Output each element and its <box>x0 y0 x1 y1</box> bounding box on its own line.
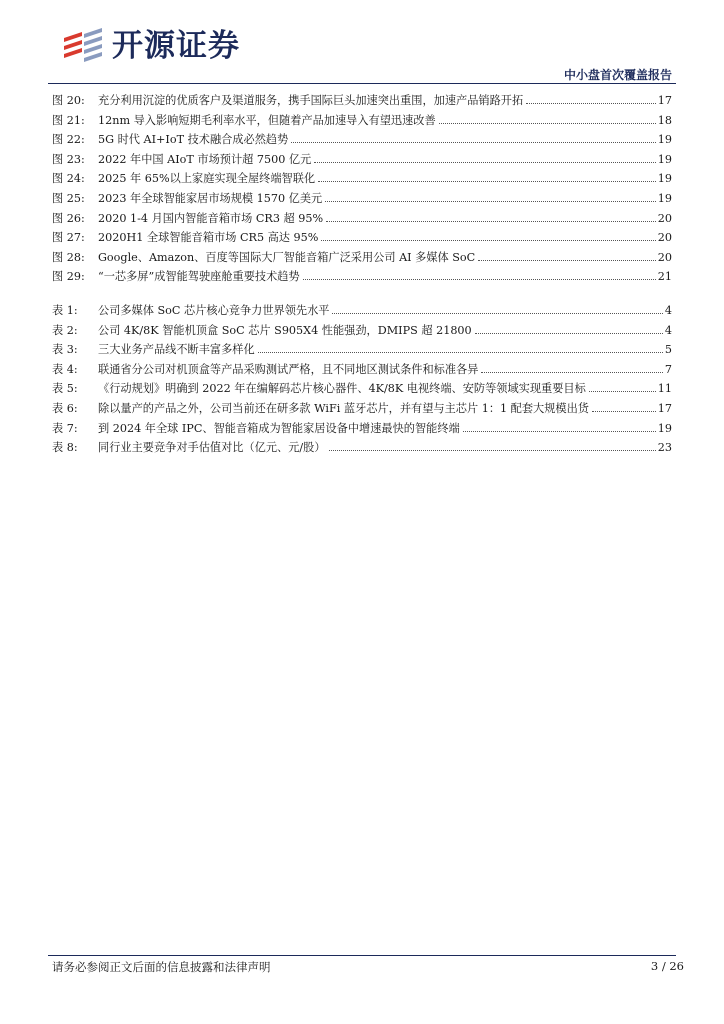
figure-entry[interactable] <box>52 267 672 287</box>
brand-logo-icon <box>62 26 106 66</box>
dot-leader <box>325 200 656 202</box>
page-number: 3 / 26 <box>650 959 684 973</box>
table-entry-title: 公司多媒体 SoC 芯片核心竞争力世界领先水平 <box>98 304 330 317</box>
table-entry-page: 4 <box>664 304 672 317</box>
table-entry-title: 三大业务产品线不断丰富多样化 <box>98 343 255 357</box>
brand-logo <box>62 24 262 68</box>
table-entry[interactable] <box>52 321 672 341</box>
figure-list <box>52 91 672 287</box>
brand-name: 开源证券 <box>112 28 240 64</box>
figure-entry-label: 图 25: <box>52 191 85 205</box>
figure-entry-label: 图 26: <box>52 211 85 225</box>
figure-entry[interactable] <box>52 130 672 150</box>
table-entry[interactable] <box>52 379 672 399</box>
table-entry[interactable] <box>52 419 672 439</box>
dot-leader <box>314 161 655 163</box>
figure-entry-title: 2020H1 全球智能音箱市场 CR5 高达 95% <box>98 231 319 245</box>
table-entry-title: 联通省分公司对机顶盒等产品采购测试严格，且不同地区测试条件和标准各异 <box>98 362 479 376</box>
figure-entry-title: 12nm 导入影响短期毛利率水平，但随着产品加速导入有望迅速改善 <box>98 113 436 127</box>
table-entry[interactable] <box>52 301 672 321</box>
dot-leader <box>329 449 656 451</box>
figure-entry[interactable] <box>52 189 672 209</box>
figure-entry[interactable] <box>52 91 672 111</box>
figure-entry-title: 充分利用沉淀的优质客户及渠道服务，携手国际巨头加速突出重围，加速产品销路开拓 <box>98 94 524 107</box>
table-entry-label: 表 7: <box>52 421 78 435</box>
table-entry[interactable] <box>52 360 672 380</box>
dot-leader <box>526 102 656 104</box>
figure-entry[interactable] <box>52 111 672 131</box>
figure-entry-label: 图 24: <box>52 172 85 186</box>
figure-entry-page: 20 <box>657 231 672 245</box>
dot-leader <box>463 430 656 432</box>
dot-leader <box>589 390 656 392</box>
figure-entry-label: 图 27: <box>52 231 85 245</box>
table-entry[interactable] <box>52 399 672 419</box>
table-entry-page: 19 <box>657 421 672 435</box>
table-entry-page: 5 <box>664 343 672 357</box>
figure-entry-title: 2020 1-4 月国内智能音箱市场 CR3 超 95% <box>98 211 324 225</box>
dot-leader <box>318 180 656 182</box>
table-entry-label: 表 8: <box>52 441 78 455</box>
dot-leader <box>291 141 655 143</box>
table-entry-label: 表 6: <box>52 401 78 415</box>
table-entry-label: 表 3: <box>52 343 78 357</box>
header-divider <box>48 83 676 84</box>
dot-leader <box>258 351 663 353</box>
table-entry-title: 同行业主要竞争对手估值对比（亿元、元/股） <box>98 441 326 455</box>
dot-leader <box>326 220 656 222</box>
table-entry-title: 公司 4K/8K 智能机顶盒 SoC 芯片 S905X4 性能强劲，DMIPS 超 21800 <box>98 323 472 337</box>
figure-entry[interactable] <box>52 248 672 268</box>
figure-entry[interactable] <box>52 228 672 248</box>
figure-entry-label: 图 20: <box>52 94 85 107</box>
page-header <box>0 0 724 90</box>
table-entry[interactable] <box>52 340 672 360</box>
figure-entry-page: 19 <box>657 191 672 205</box>
figure-entry-title: Google、Amazon、百度等国际大厂智能音箱广泛采用公司 AI 多媒体 SoC <box>98 250 476 264</box>
figure-entry-title: “一芯多屏”成智能驾驶座舱重要技术趋势 <box>98 270 300 284</box>
figure-entry-label: 图 22: <box>52 133 85 147</box>
figure-entry-label: 图 29: <box>52 270 85 284</box>
dot-leader <box>303 278 656 280</box>
figure-entry-label: 图 21: <box>52 113 85 127</box>
footer-divider <box>48 955 676 956</box>
dot-leader <box>321 239 655 241</box>
figure-entry[interactable] <box>52 209 672 229</box>
figure-entry-page: 18 <box>657 113 672 127</box>
report-type-label: 中小盘首次覆盖报告 <box>563 68 672 82</box>
dot-leader <box>475 332 663 334</box>
figure-entry-title: 5G 时代 AI+IoT 技术融合成必然趋势 <box>98 133 289 147</box>
table-entry-page: 23 <box>657 441 672 455</box>
table-entry-label: 表 4: <box>52 362 78 376</box>
dot-leader <box>478 259 656 261</box>
figure-entry-label: 图 28: <box>52 250 85 264</box>
table-entry-page: 17 <box>657 401 672 415</box>
figure-entry-title: 2023 年全球智能家居市场规模 1570 亿美元 <box>98 191 323 205</box>
table-entry-title: 除以量产的产品之外，公司当前还在研多款 WiFi 蓝牙芯片，并有望与主芯片 1：1 配套大规模出货 <box>98 401 589 415</box>
table-entry[interactable] <box>52 438 672 458</box>
figure-entry-page: 20 <box>657 250 672 264</box>
table-entry-label: 表 5: <box>52 382 78 396</box>
footer-disclaimer: 请务必参阅正文后面的信息披露和法律声明 <box>52 960 271 974</box>
table-entry-title: 到 2024 年全球 IPC、智能音箱成为智能家居设备中增速最快的智能终端 <box>98 421 460 435</box>
table-entry-label: 表 2: <box>52 323 78 337</box>
dot-leader <box>439 122 656 124</box>
figure-entry-page: 20 <box>657 211 672 225</box>
dot-leader <box>332 312 662 314</box>
dot-leader <box>481 371 662 373</box>
table-list <box>52 301 672 458</box>
table-entry-page: 4 <box>664 323 672 337</box>
figure-entry-title: 2022 年中国 AIoT 市场预计超 7500 亿元 <box>98 152 312 166</box>
table-entry-page: 7 <box>664 362 672 376</box>
figure-entry-page: 17 <box>657 94 672 107</box>
dot-leader <box>592 410 656 412</box>
table-entry-label: 表 1: <box>52 304 78 317</box>
figure-entry-title: 2025 年 65%以上家庭实现全屋终端智联化 <box>98 172 316 186</box>
figure-entry[interactable] <box>52 169 672 189</box>
figure-entry-page: 19 <box>657 152 672 166</box>
table-entry-title: 《行动规划》明确到 2022 年在编解码芯片核心器件、4K/8K 电视终端、安防等领域实现重要目标 <box>98 382 586 396</box>
figure-entry-label: 图 23: <box>52 152 85 166</box>
figure-entry-page: 19 <box>657 133 672 147</box>
figure-entry-page: 19 <box>657 172 672 186</box>
table-entry-page: 11 <box>657 382 672 396</box>
figure-entry-page: 21 <box>657 270 672 284</box>
figure-entry[interactable] <box>52 150 672 170</box>
